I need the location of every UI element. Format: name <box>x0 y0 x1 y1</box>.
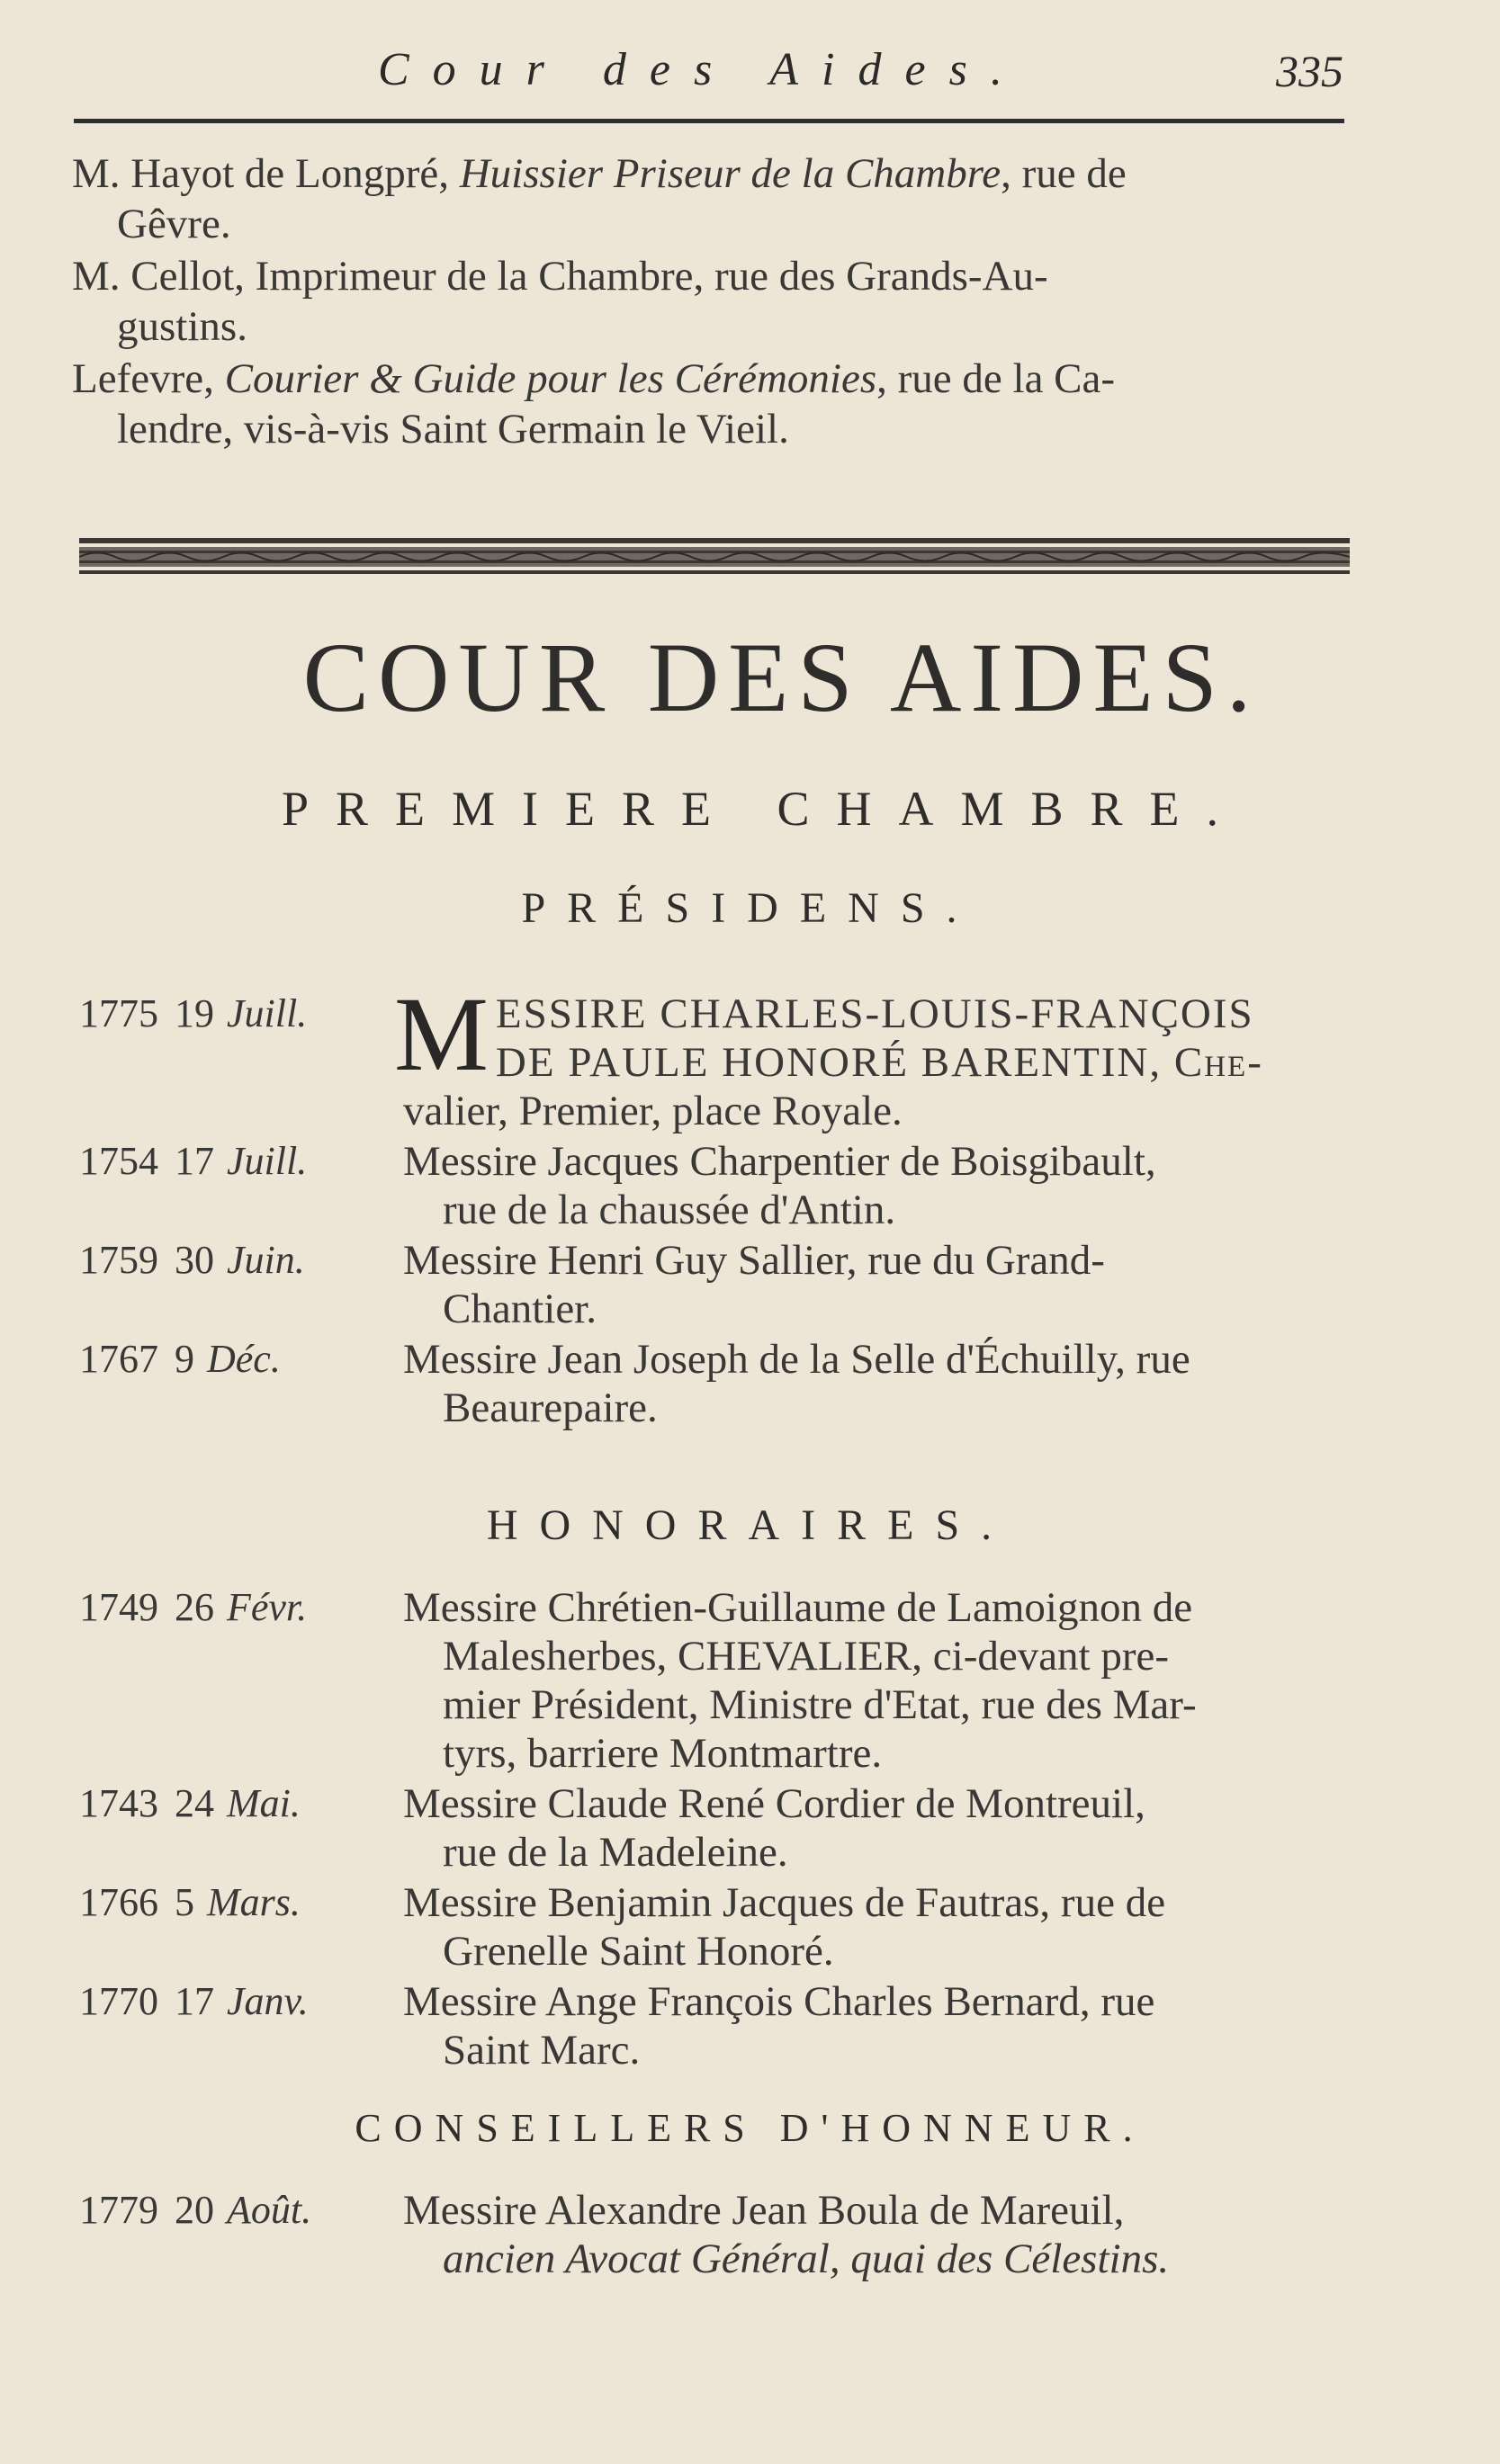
section-title-honoraires: HONORAIRES. <box>486 1501 1014 1549</box>
entry-month: Juill. <box>227 991 308 1035</box>
entry-month: Mars. <box>207 1880 301 1924</box>
list-item <box>0 1977 1500 2074</box>
entry-line: Messire Claude René Cordier de Montreuil, <box>403 1780 1145 1827</box>
entry-continuation: gustins. <box>117 303 247 350</box>
entry-year: 1759 <box>79 1238 158 1282</box>
entry-text: , rue de <box>1001 150 1127 197</box>
entry-body <box>403 1878 1366 1976</box>
list-item <box>72 251 1368 352</box>
entry-body <box>403 1236 1366 1333</box>
entry-body <box>403 2186 1366 2283</box>
entry-text: Lefevre, <box>72 355 225 402</box>
entry-year: 1766 <box>79 1880 158 1924</box>
list-item <box>0 1583 1500 1778</box>
entry-continuation: Beaurepaire. <box>443 1384 658 1431</box>
entry-day: 17 <box>175 1979 214 2023</box>
entry-line: Messire Jean Joseph de la Selle d'Échuilly, rue <box>403 1336 1190 1383</box>
entry-continuation: lendre, vis-à-vis Saint Germain le Vieil. <box>117 406 789 452</box>
chamber-title: PREMIERE CHAMBRE. <box>281 782 1246 836</box>
entry-continuation: Malesherbes, CHEVALIER, ci-devant pre- <box>443 1633 1170 1680</box>
entry-body <box>403 1583 1366 1778</box>
entry-text: M. Hayot de Longpré, <box>72 150 460 197</box>
presidens-list <box>0 975 1500 1434</box>
entry-day: 5 <box>175 1880 194 1924</box>
entry-line: ESSIRE CHARLES-LOUIS-FRANÇOIS <box>495 990 1254 1037</box>
entry-line: Messire Ange François Charles Bernard, rue <box>403 1978 1155 2025</box>
list-item <box>0 1236 1500 1333</box>
list-item <box>0 1878 1500 1976</box>
entry-month: Mai. <box>227 1781 301 1825</box>
main-title: COUR DES AIDES. <box>302 623 1261 732</box>
list-item <box>72 354 1368 454</box>
entry-year: 1770 <box>79 1979 158 2023</box>
ornamental-band <box>79 538 1350 581</box>
entry-date <box>79 990 403 1038</box>
entry-day: 20 <box>175 2188 214 2232</box>
entry-continuation: Grenelle Saint Honoré. <box>443 1928 834 1975</box>
entry-date <box>79 1779 403 1828</box>
entry-date <box>79 1137 403 1186</box>
honoraires-list <box>0 1583 1500 2076</box>
entry-month: Févr. <box>227 1585 308 1629</box>
entry-day: 19 <box>175 991 214 1035</box>
entry-continuation: Saint Marc. <box>443 2027 641 2074</box>
running-title: Cour des Aides. <box>378 44 1026 95</box>
entry-year: 1754 <box>79 1139 158 1183</box>
entry-month: Déc. <box>207 1337 281 1381</box>
entry-continuation: Gêvre. <box>117 201 231 247</box>
conseillers-list <box>0 2186 1500 2285</box>
entry-month: Août. <box>227 2188 312 2232</box>
entry-text: , rue de la Ca- <box>876 355 1116 402</box>
entry-year: 1767 <box>79 1337 158 1381</box>
entry-day: 24 <box>175 1781 214 1825</box>
entry-body <box>394 975 1366 1135</box>
entry-date <box>79 1236 403 1285</box>
entry-year: 1775 <box>79 991 158 1035</box>
entry-continuation: rue de la chaussée d'Antin. <box>443 1187 896 1233</box>
entry-body <box>403 1137 1366 1234</box>
entry-title-italic: Huissier Priseur de la Chambre <box>459 150 1001 197</box>
entry-line: Messire Benjamin Jacques de Fautras, rue de <box>403 1879 1166 1926</box>
entry-title-italic: Courier & Guide pour les Cérémonies <box>224 355 877 402</box>
list-item <box>0 1779 1500 1877</box>
entry-line: Messire Jacques Charpentier de Boisgibault, <box>403 1138 1156 1185</box>
entry-date <box>79 1335 403 1384</box>
running-header <box>0 43 1500 97</box>
entry-line: DE PAULE HONORÉ BARENTIN, Che- <box>495 1039 1263 1086</box>
entry-year: 1779 <box>79 2188 158 2232</box>
page-number: 335 <box>1276 46 1343 96</box>
entry-body <box>403 1335 1366 1432</box>
entry-day: 17 <box>175 1139 214 1183</box>
entry-year: 1743 <box>79 1781 158 1825</box>
entry-year: 1749 <box>79 1585 158 1629</box>
entry-month: Janv. <box>227 1979 309 2023</box>
section-title-conseillers: CONSEILLERS D'HONNEUR. <box>355 2106 1145 2150</box>
continued-entries <box>72 148 1368 456</box>
entry-day: 26 <box>175 1585 214 1629</box>
entry-continuation: Chantier. <box>443 1286 597 1332</box>
entry-line: Messire Chrétien-Guillaume de Lamoignon de <box>403 1584 1193 1631</box>
entry-continuation: tyrs, barriere Montmartre. <box>443 1730 883 1777</box>
section-title-presidens: PRÉSIDENS. <box>521 884 979 932</box>
header-rule <box>74 119 1344 123</box>
entry-body <box>403 1977 1366 2074</box>
entry-date <box>79 1878 403 1927</box>
entry-month: Juin. <box>227 1238 305 1282</box>
entry-day: 9 <box>175 1337 194 1381</box>
entry-text: M. Cellot, Imprimeur de la Chambre, rue des Grands-Au- <box>72 253 1048 300</box>
entry-month: Juill. <box>227 1139 308 1183</box>
entry-body <box>403 1779 1366 1877</box>
entry-date <box>79 1583 403 1632</box>
entry-continuation: rue de la Madeleine. <box>443 1829 788 1876</box>
entry-line: Messire Alexandre Jean Boula de Mareuil, <box>403 2187 1125 2234</box>
list-item <box>72 148 1368 249</box>
entry-continuation: ancien Avocat Général, quai des Célestins. <box>443 2236 1170 2282</box>
entry-day: 30 <box>175 1238 214 1282</box>
list-item <box>0 1335 1500 1432</box>
list-item <box>0 2186 1500 2283</box>
entry-line: Messire Henri Guy Sallier, rue du Grand- <box>403 1237 1105 1284</box>
drop-cap: M <box>394 975 489 1093</box>
list-item <box>0 1137 1500 1234</box>
entry-continuation: mier Président, Ministre d'Etat, rue des Mar- <box>443 1681 1197 1728</box>
entry-date <box>79 2186 403 2235</box>
entry-date <box>79 1977 403 2026</box>
list-item <box>0 975 1500 1135</box>
entry-line: valier, Premier, place Royale. <box>403 1088 903 1134</box>
